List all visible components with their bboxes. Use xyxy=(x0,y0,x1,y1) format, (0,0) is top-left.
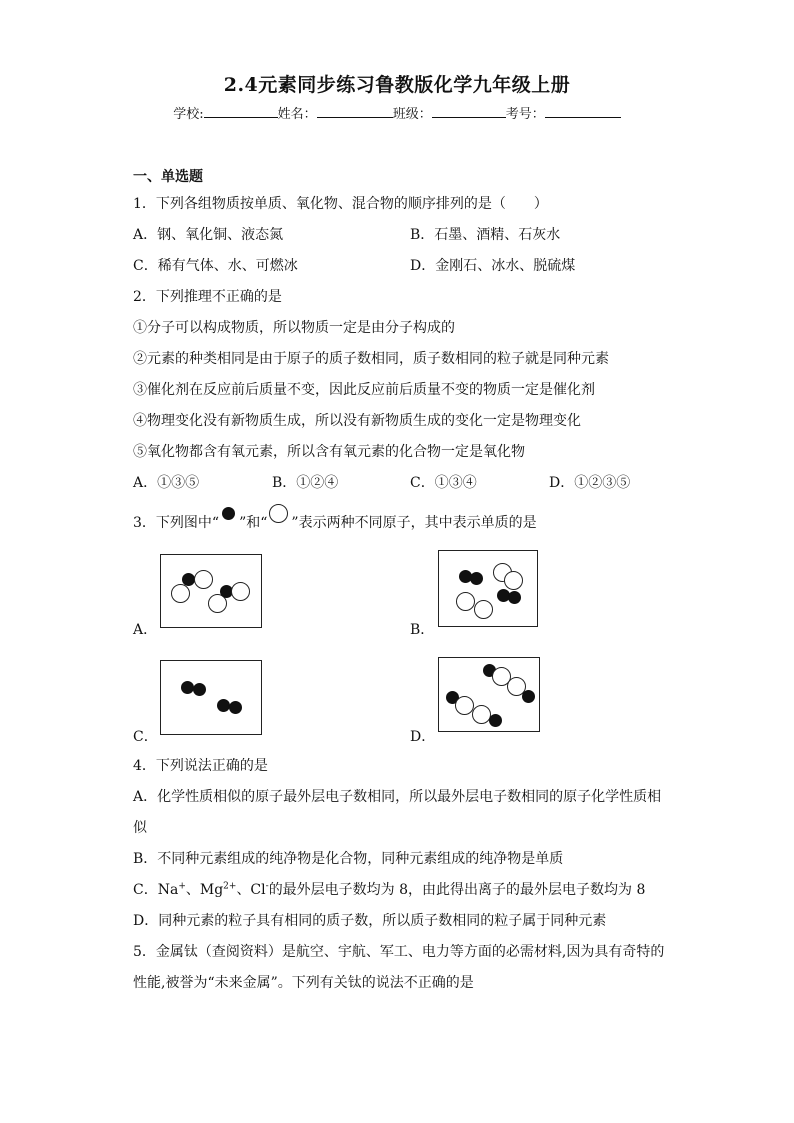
q4-option-c[interactable] xyxy=(133,879,645,899)
q4-c-sup2: 2+ xyxy=(223,881,237,892)
q4-option-b[interactable]: B．不同种元素组成的纯净物是化合物，同种元素组成的纯净物是单质 xyxy=(133,851,564,867)
black-atom xyxy=(193,683,206,696)
q1-option-a[interactable]: A．钢、氧化铜、液态氮 xyxy=(133,227,284,243)
q4-c-sup1: + xyxy=(178,881,186,892)
white-atom xyxy=(456,592,475,611)
q3-option-c-diagram[interactable] xyxy=(160,660,262,735)
q4-option-a-cont: 似 xyxy=(133,820,147,836)
q4-option-a[interactable]: A．化学性质相似的原子最外层电子数相同，所以最外层电子数相同的原子化学性质相 xyxy=(133,789,662,805)
class-blank[interactable] xyxy=(432,105,506,118)
q3-option-c-label[interactable]: C． xyxy=(133,729,158,745)
q2-statement-1: ①分子可以构成物质，所以物质一定是由分子构成的 xyxy=(133,320,455,336)
q2-statement-5: ⑤氧化物都含有氧元素，所以含有氧元素的化合物一定是氧化物 xyxy=(133,444,525,460)
q3-option-b-diagram[interactable] xyxy=(438,550,538,627)
white-atom xyxy=(474,600,493,619)
black-atom xyxy=(181,681,194,694)
q4-stem: 4．下列说法正确的是 xyxy=(133,758,268,774)
exam-no-blank[interactable] xyxy=(545,105,621,118)
white-atom xyxy=(171,584,190,603)
q2-statement-2: ②元素的种类相同是由于原子的质子数相同，质子数相同的粒子就是同种元素 xyxy=(133,351,609,367)
q5-stem-line2: 性能,被誉为“未来金属”。下列有关钛的说法不正确的是 xyxy=(133,975,474,991)
q2-statement-4: ④物理变化没有新物质生成，所以没有新物质生成的变化一定是物理变化 xyxy=(133,413,581,429)
student-info xyxy=(0,103,794,122)
school-label: 学校: xyxy=(173,107,204,122)
q3-option-a-diagram[interactable] xyxy=(160,554,262,628)
q4-c-post: 的最外层电子数均为 8，由此得出离子的最外层电子数均为 8 xyxy=(268,882,646,898)
q4-c-sup3: - xyxy=(265,881,269,892)
q1-stem: 1．下列各组物质按单质、氧化物、混合物的顺序排列的是（ ） xyxy=(133,196,548,212)
black-atom xyxy=(217,699,230,712)
name-label: 姓名： xyxy=(277,107,317,122)
q1-option-d[interactable]: D．金刚石、冰水、脱硫煤 xyxy=(410,258,576,274)
q4-option-d[interactable]: D．同种元素的粒子具有相同的质子数，所以质子数相同的粒子属于同种元素 xyxy=(133,913,607,929)
white-atom xyxy=(194,570,213,589)
q1-option-b[interactable]: B．石墨、酒精、石灰水 xyxy=(410,227,561,243)
section-heading: 一、单选题 xyxy=(133,169,203,185)
q2-stem: 2．下列推理不正确的是 xyxy=(133,289,282,305)
black-atom xyxy=(229,701,242,714)
black-atom xyxy=(508,591,521,604)
q2-statement-3: ③催化剂在反应前后质量不变，因此反应前后质量不变的物质一定是催化剂 xyxy=(133,382,595,398)
q3-stem xyxy=(133,512,537,532)
q3-option-a-label[interactable]: A． xyxy=(133,622,158,638)
name-blank[interactable] xyxy=(317,105,393,118)
q1-option-c[interactable]: C．稀有气体、水、可燃冰 xyxy=(133,258,298,274)
q3-option-d-label[interactable]: D． xyxy=(410,729,436,745)
q3-stem-mid: ”和“ xyxy=(239,515,268,531)
q5-stem-line1: 5．金属钛（查阅资料）是航空、宇航、军工、电力等方面的必需材料,因为具有奇特的 xyxy=(133,944,665,960)
white-atom xyxy=(504,571,523,590)
school-blank[interactable] xyxy=(204,105,278,118)
q4-c-mid1: 、Mg xyxy=(185,882,224,898)
black-atom xyxy=(522,690,535,703)
white-atom-legend-icon xyxy=(267,513,291,527)
q4-c-mid2: 、Cl xyxy=(236,882,266,898)
page-title: 2.4元素同步练习鲁教版化学九年级上册 xyxy=(223,74,571,96)
q2-option-a[interactable]: A．①③⑤ xyxy=(133,475,200,491)
q3-stem-post: ”表示两种不同原子，其中表示单质的是 xyxy=(291,515,537,531)
q2-option-c[interactable]: C．①③④ xyxy=(410,475,477,491)
q2-option-b[interactable]: B．①②④ xyxy=(272,475,339,491)
class-label: 班级： xyxy=(392,107,432,122)
q3-option-d-diagram[interactable] xyxy=(438,657,540,732)
q3-stem-pre: 3．下列图中“ xyxy=(133,515,220,531)
q3-option-b-label[interactable]: B． xyxy=(410,622,435,638)
exam-no-label: 考号： xyxy=(505,107,545,122)
black-atom xyxy=(489,714,502,727)
white-atom xyxy=(231,582,250,601)
q4-c-pre: C．Na xyxy=(133,882,179,898)
black-atom-legend-icon xyxy=(219,513,239,527)
q2-option-d[interactable]: D．①②③⑤ xyxy=(549,475,631,491)
black-atom xyxy=(470,572,483,585)
